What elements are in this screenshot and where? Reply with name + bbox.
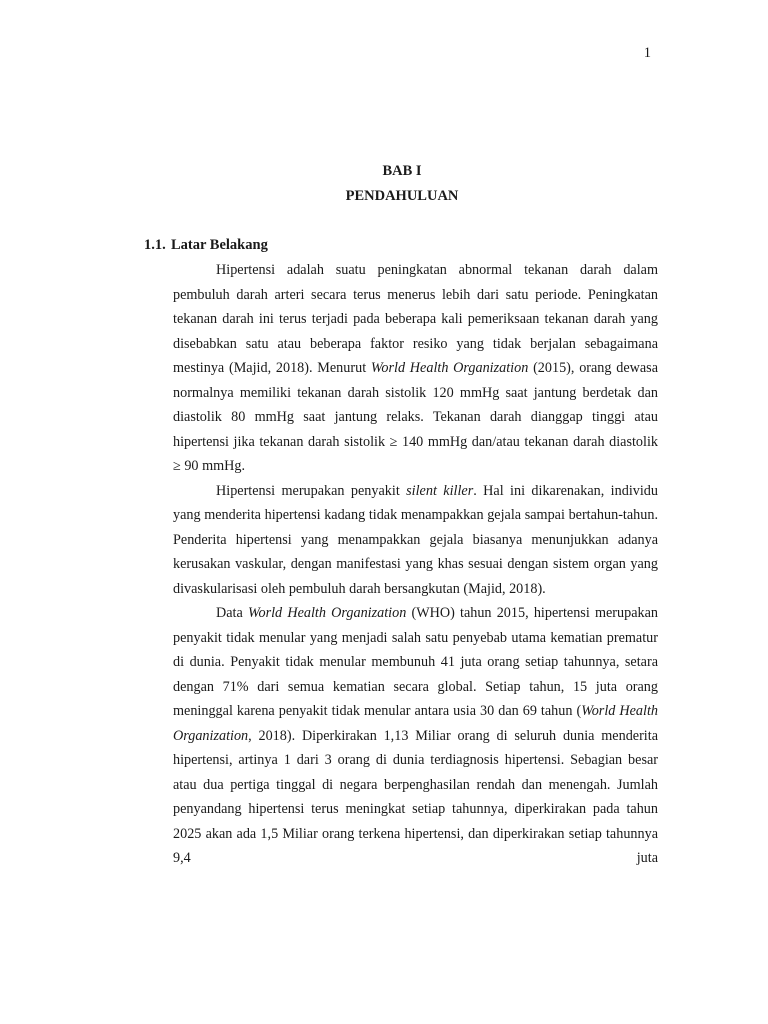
section-title: Latar Belakang (171, 237, 268, 253)
paragraph-hipertensi-definition (173, 258, 658, 479)
chapter-title: PENDAHULUAN (345, 188, 459, 204)
chapter-number: BAB I (382, 163, 422, 179)
section-heading (144, 236, 268, 254)
text-run: (2015), orang dewasa normalnya memiliki tekanan darah sistolik 120 mmHg saat jantung berdetak dan diastolik 80 mmHg saat jantung relaks. Tekanan darah dianggap tinggi atau hipertensi jika tekanan darah sistolik ≥ 140 mmHg dan/atau tekanan darah diastolik ≥ 90 mmHg. (173, 360, 658, 474)
text-run: (WHO) tahun 2015, hipertensi merupakan penyakit tidak menular yang menjadi salah satu penyebab utama kematian prematur di dunia. Penyakit tidak menular membunuh 41 juta orang setiap tahunnya, setara dengan 71% dari semua kematian secara global. Setiap tahun, 15 juta orang meninggal karena penyakit tidak menular antara usia 30 dan 69 tahun ( (173, 605, 658, 719)
page-number: 1 (643, 45, 651, 61)
text-run: . Hal ini dikarenakan, individu yang menderita hipertensi kadang tidak menampakkan gejala sampai bertahun-tahun. Penderita hipertensi yang menampakkan gejala biasanya menunjukkan adanya kerusakan vaskular, dengan manifestasi yang khas sesuai dengan sistem organ yang divaskularisasi oleh pembuluh darah bersangkutan (Majid, 2018). (173, 482, 658, 597)
text-run: , 2018). Diperkirakan 1,13 Miliar orang di seluruh dunia menderita hipertensi, artinya 1 dari 3 orang di dunia terdiagnosis hipertensi. Sebagian besar atau dua pertiga tinggal di negara berpenghasilan rendah dan menengah. Jumlah penyandang hipertensi terus meningkat setiap tahunnya, diperkirakan pada tahun 2025 akan ada 1,5 Miliar orang terkena hipertensi, dan diperkirakan setiap tahunnya 9,4 juta (173, 727, 658, 866)
text-run: Hipertensi merupakan penyakit (216, 482, 407, 499)
paragraph-silent-killer (173, 479, 658, 602)
italic-term: World Health Organization (173, 703, 658, 744)
text-run: Hipertensi adalah suatu peningkatan abnormal tekanan darah dalam pembuluh darah arteri secara terus menerus lebih dari satu periode. Peningkatan tekanan darah ini terus terjadi pada beberapa kali pemeriksaan tekanan darah yang disebabkan satu atau beberapa faktor resiko yang tidak berjalan sebagaimana mestinya (Majid, 2018). Menurut (173, 262, 658, 376)
paragraph-who-data (173, 601, 658, 871)
italic-term: World Health Organization (370, 360, 529, 376)
text-run: Data (216, 605, 248, 621)
italic-term: silent killer (406, 482, 474, 499)
body-text (173, 258, 658, 871)
section-number: 1.1. (144, 237, 166, 253)
italic-term: World Health Organization (247, 605, 407, 621)
